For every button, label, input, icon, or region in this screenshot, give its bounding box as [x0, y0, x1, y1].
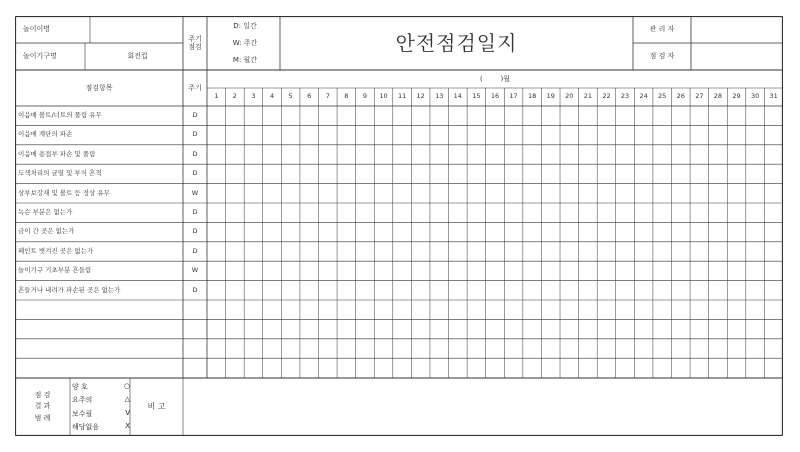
day-header: 8	[344, 92, 349, 101]
cycle-label: 주기 점검	[188, 34, 202, 51]
day-header: 6	[307, 92, 312, 101]
day-header: 1	[214, 92, 219, 101]
item-label: 녹슨 부분은 없는가	[18, 207, 73, 216]
day-header: 22	[602, 92, 611, 101]
day-header: 26	[676, 92, 685, 101]
day-header: 24	[639, 92, 648, 101]
item-header: 점검항목	[85, 83, 113, 92]
result-legend	[72, 378, 130, 436]
item-cycle: W	[191, 266, 199, 275]
item-label: 흔들거나 내려가 파손된 곳은 없는가	[18, 285, 121, 294]
item-cycle: D	[192, 130, 198, 139]
day-header: 31	[769, 92, 778, 101]
day-header: 14	[453, 92, 462, 101]
legend-not-applicable: 해당없음 X	[72, 422, 130, 432]
cycle-header: 주기	[188, 83, 202, 92]
equipment-name-value: 회전컵	[127, 52, 148, 61]
day-header: 19	[546, 92, 555, 101]
day-header: 23	[620, 92, 630, 101]
day-header: 17	[509, 92, 518, 101]
legend-caution: 요주의 △	[72, 395, 130, 405]
day-header: 9	[362, 92, 367, 101]
item-label	[15, 339, 183, 358]
item-cycle: D	[192, 149, 198, 158]
day-header: 12	[416, 92, 425, 101]
day-header: 11	[397, 92, 407, 101]
legend-good: 양 호 ○	[72, 381, 130, 391]
day-header: 10	[379, 92, 388, 101]
day-header: 29	[732, 92, 741, 101]
cycle-legend-weekly: W: 주간	[232, 38, 258, 47]
day-header: 25	[658, 92, 667, 101]
item-cycle: D	[192, 227, 198, 236]
day-header: 27	[695, 92, 704, 101]
item-label	[15, 319, 183, 338]
item-label: 이음매 계단의 파손	[18, 130, 73, 139]
item-cycle: D	[192, 110, 198, 119]
item-cycle	[183, 339, 207, 358]
item-cycle: D	[192, 169, 198, 178]
cycle-legend-daily: D: 일간	[233, 22, 257, 31]
item-label: 페인트 벗겨진 곳은 없는가	[18, 246, 94, 255]
day-header: 7	[325, 92, 330, 101]
item-cycle: D	[192, 285, 198, 294]
item-cycle	[183, 300, 207, 319]
cycle-legend	[210, 18, 280, 68]
item-label: 도색처리의 균열 및 부식 흔적	[18, 169, 102, 178]
day-header: 5	[288, 92, 293, 101]
equipment-name-label: 놀이기구명	[23, 52, 57, 61]
inspection-log-sheet	[15, 16, 783, 436]
item-cycle: D	[192, 207, 198, 216]
day-header: 20	[565, 92, 574, 101]
remarks-label: 비 고	[147, 402, 166, 412]
day-header: 4	[269, 92, 275, 101]
day-header: 16	[490, 92, 500, 101]
item-cycle: D	[192, 246, 198, 255]
inspector-label: 점 검 자	[649, 52, 675, 61]
cycle-legend-monthly: M: 월간	[232, 55, 258, 64]
result-legend-label: 점 검 결 과 범 례	[34, 391, 51, 422]
item-label	[15, 300, 183, 319]
day-header: 2	[232, 92, 237, 101]
item-cycle: W	[191, 188, 199, 197]
item-label: 이음매 용접부 파손 및 풀림	[18, 149, 96, 158]
facility-name-label: 놀이이명	[23, 25, 51, 34]
day-header: 21	[583, 92, 593, 101]
manager-label: 관 리 자	[649, 25, 675, 34]
item-label: 놀이기구 기초부분 흔들림	[18, 266, 92, 275]
page-title: 안전점검일지	[395, 30, 518, 55]
month-label: ( )월	[479, 74, 511, 83]
item-label: 상부보강재 및 볼트 등 정상 유무	[18, 188, 110, 197]
day-header: 13	[435, 92, 444, 101]
item-cycle	[183, 319, 207, 338]
item-label: 금이 간 곳은 없는가	[18, 227, 75, 236]
day-header: 3	[251, 92, 256, 101]
day-header: 15	[472, 92, 481, 101]
day-header: 18	[528, 92, 537, 101]
day-header: 30	[750, 92, 760, 101]
legend-repair: 보수필 V	[72, 408, 130, 418]
item-label: 이음매 볼트/너트의 풀림 유무	[18, 110, 102, 119]
day-header: 28	[713, 92, 723, 101]
